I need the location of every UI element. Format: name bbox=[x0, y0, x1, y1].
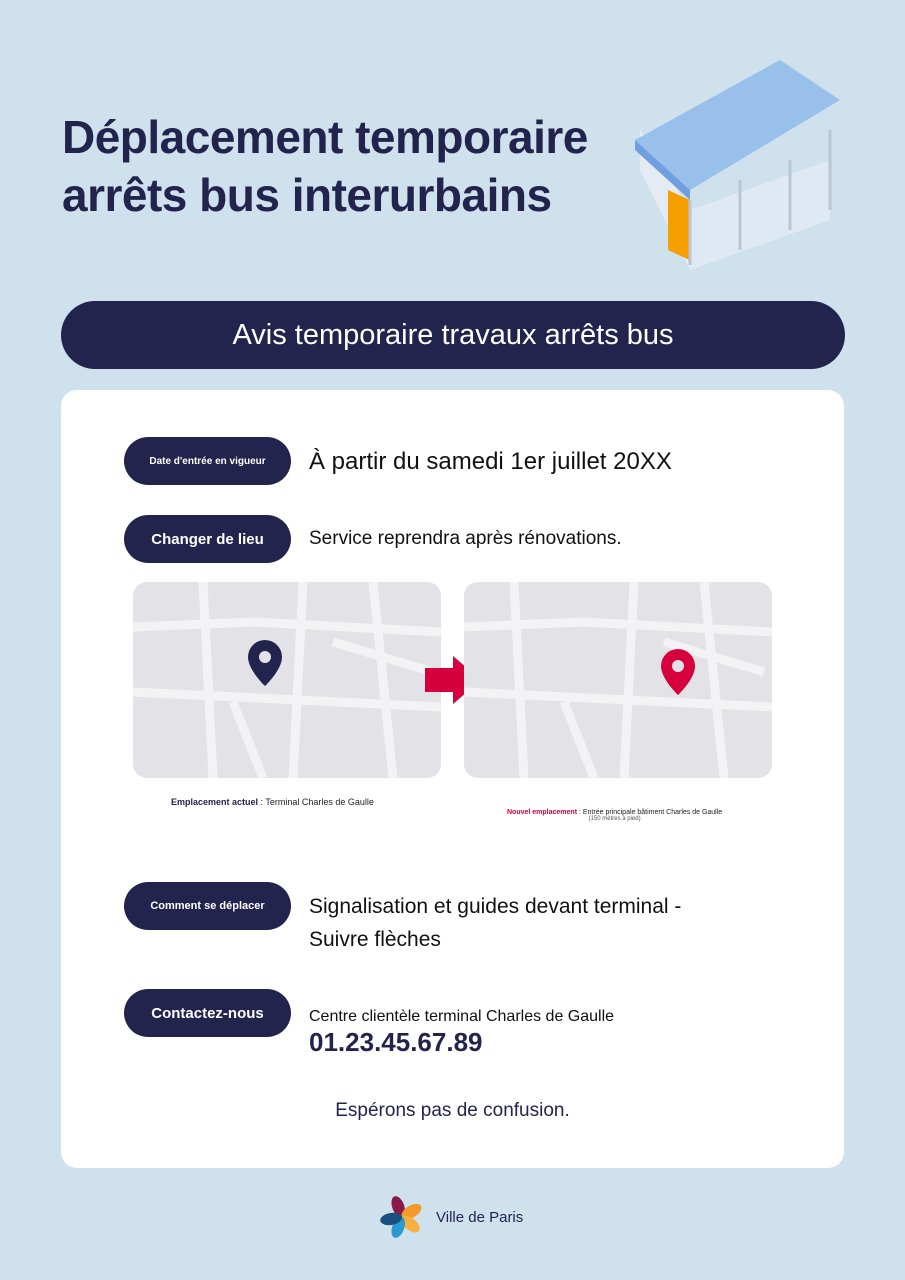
info-card bbox=[61, 390, 844, 1168]
bus-shelter-illustration bbox=[630, 60, 850, 270]
new-location-note: (150 mètres à pied) bbox=[588, 816, 641, 822]
label-how-to-get-there: Comment se déplacer bbox=[124, 882, 291, 930]
notice-banner: Avis temporaire travaux arrêts bus bbox=[61, 301, 845, 369]
map-new-location bbox=[464, 582, 772, 778]
location-pin-icon bbox=[661, 649, 695, 695]
contact-text: Centre clientèle terminal Charles de Gaulle bbox=[309, 1008, 615, 1025]
directions-text bbox=[309, 890, 681, 956]
label-contact: Contactez-nous bbox=[124, 989, 291, 1037]
new-location-label: Nouvel emplacement bbox=[507, 809, 578, 816]
brand-name: Ville de Paris bbox=[436, 1208, 524, 1226]
pinwheel-logo-icon bbox=[380, 1195, 424, 1239]
label-effective-date: Date d'entrée en vigueur bbox=[124, 437, 291, 485]
change-location-text: Service reprendra après rénovations. bbox=[309, 528, 622, 549]
directions-line-2: Suivre flèches bbox=[309, 928, 441, 951]
closing-text: Espérons pas de confusion. bbox=[335, 1100, 570, 1121]
contact-phone[interactable]: 01.23.45.67.89 bbox=[309, 1027, 483, 1057]
footer-brand bbox=[380, 1195, 523, 1239]
page-title bbox=[62, 108, 588, 224]
map-current-location bbox=[133, 582, 441, 778]
effective-date-text: À partir du samedi 1er juillet 20XX bbox=[309, 448, 672, 475]
label-change-location: Changer de lieu bbox=[124, 515, 291, 563]
current-location-value: Terminal Charles de Gaulle bbox=[265, 797, 374, 807]
location-pin-icon bbox=[248, 640, 282, 686]
sep: : bbox=[577, 809, 583, 816]
title-line-2: arrêts bus interurbains bbox=[62, 169, 552, 221]
sep: : bbox=[258, 797, 266, 807]
title-line-1: Déplacement temporaire bbox=[62, 111, 588, 163]
new-location-value: Entrée principale bâtiment Charles de Gaulle bbox=[582, 809, 723, 816]
current-location-caption bbox=[171, 797, 374, 807]
current-location-label: Emplacement actuel bbox=[171, 797, 259, 807]
directions-line-1: Signalisation et guides devant terminal - bbox=[309, 895, 682, 918]
new-location-caption bbox=[507, 809, 722, 822]
